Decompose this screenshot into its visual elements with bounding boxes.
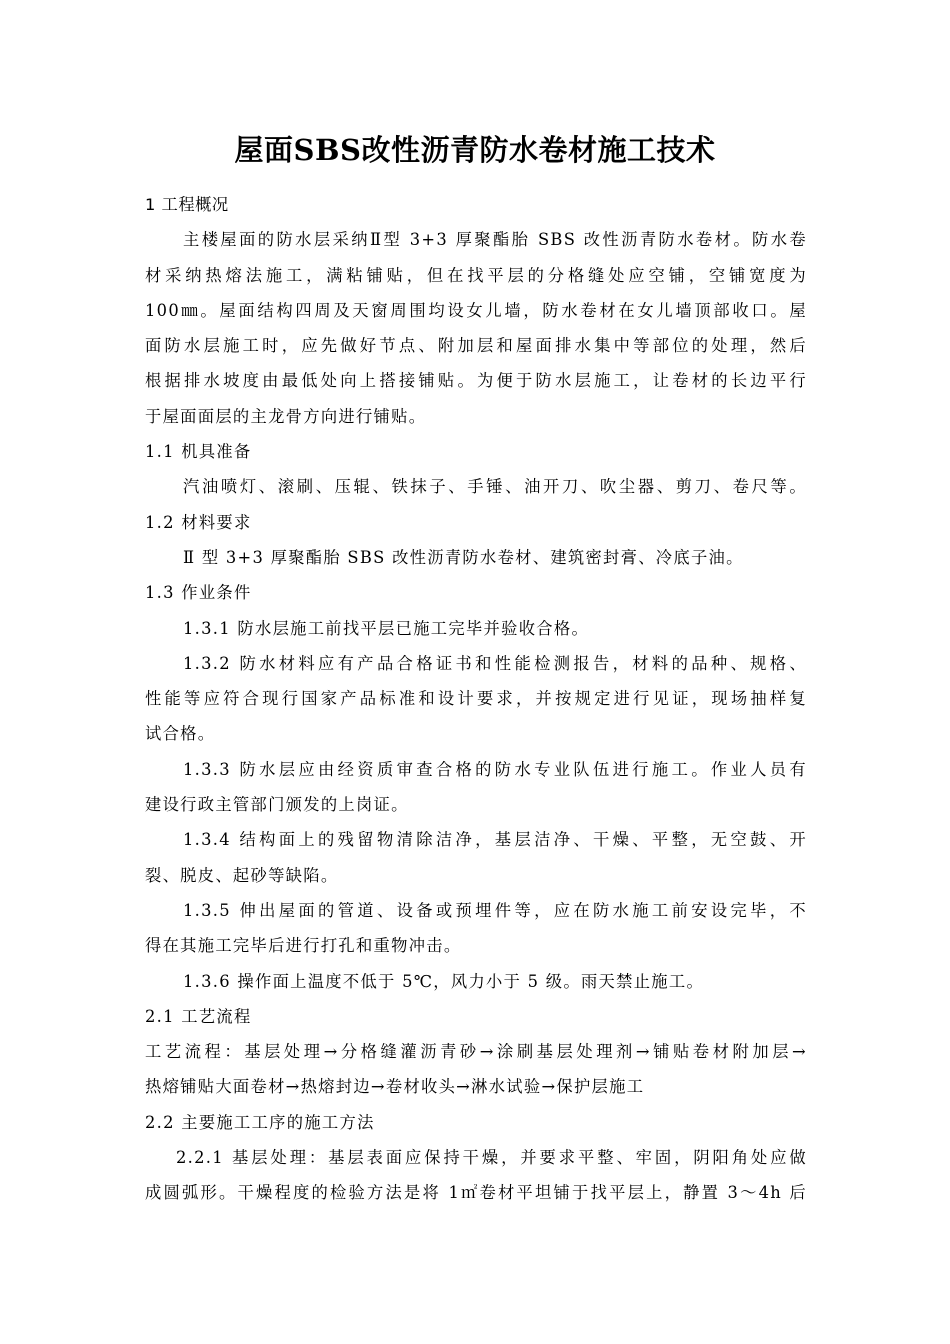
text-line: 根据排水坡度由最低处向上搭接铺贴。为便于防水层施工，让卷材的长边平行 [145, 371, 807, 391]
text-line: 面防水层施工时，应先做好节点、附加层和屋面排水集中等部位的处理，然后 [145, 336, 807, 356]
text-line: 主楼屋面的防水层采纳Ⅱ型 3+3 厚聚酯胎 SBS 改性沥青防水卷材。防水卷 [183, 230, 807, 250]
text-line: 2.2 主要施工工序的施工方法 [145, 1112, 375, 1132]
text-line: 于屋面面层的主龙骨方向进行铺贴。 [145, 406, 427, 426]
text-line: 1.2 材料要求 [145, 512, 252, 532]
text-line: 试合格。 [145, 724, 216, 744]
text-line: 2.2.1 基层处理：基层表面应保持干燥，并要求平整、牢固，阴阳角处应做 [176, 1148, 807, 1168]
text-line: 裂、脱皮、起砂等缺陷。 [145, 865, 339, 885]
text-line: 1.1 机具准备 [145, 442, 252, 462]
document-title: 屋面SBS改性沥青防水卷材施工技术 [234, 133, 716, 167]
text-line: 1.3.6 操作面上温度不低于 5℃，风力小于 5 级。雨天禁止施工。 [183, 971, 705, 991]
document-body [145, 187, 807, 1211]
text-line: 性能等应符合现行国家产品标准和设计要求，并按规定进行见证，现场抽样复 [145, 689, 807, 709]
text-line: 热熔铺贴大面卷材→热熔封边→卷材收头→淋水试验→保护层施工 [145, 1077, 645, 1097]
text-line: 1.3 作业条件 [145, 583, 252, 603]
text-line: 工艺流程：基层处理→分格缝灌沥青砂→涂刷基层处理剂→铺贴卷材附加层→ [145, 1042, 807, 1062]
text-line: 1 工程概况 [145, 195, 229, 214]
text-line: 1.3.3 防水层应由经资质审查合格的防水专业队伍进行施工。作业人员有 [183, 759, 807, 779]
text-line: 汽油喷灯、滚刷、压辊、铁抹子、手锤、油开刀、吹尘器、剪刀、卷尺等。 [183, 477, 807, 497]
text-line: 100㎜。屋面结构四周及天窗周围均设女儿墙，防水卷材在女儿墙顶部收口。屋 [145, 300, 807, 320]
text-line: 得在其施工完毕后进行打孔和重物冲击。 [145, 936, 462, 956]
text-line: 1.3.5 伸出屋面的管道、设备或预埋件等，应在防水施工前安设完毕，不 [183, 900, 807, 920]
text-line: 成圆弧形。干燥程度的检验方法是将 1㎡卷材平坦铺于找平层上，静置 3～4h 后 [145, 1183, 807, 1203]
text-line: 1.3.4 结构面上的残留物清除洁净，基层洁净、干燥、平整，无空鼓、开 [183, 830, 807, 850]
text-line: 1.3.1 防水层施工前找平层已施工完毕并验收合格。 [183, 618, 590, 638]
text-line: 1.3.2 防水材料应有产品合格证书和性能检测报告，材料的品种、规格、 [183, 653, 807, 673]
text-line: 建设行政主管部门颁发的上岗证。 [145, 795, 409, 815]
text-line: 材采纳热熔法施工，满粘铺贴，但在找平层的分格缝处应空铺，空铺宽度为 [145, 265, 807, 285]
text-line: 2.1 工艺流程 [145, 1006, 252, 1026]
text-line: Ⅱ 型 3+3 厚聚酯胎 SBS 改性沥青防水卷材、建筑密封膏、冷底子油。 [183, 547, 744, 567]
